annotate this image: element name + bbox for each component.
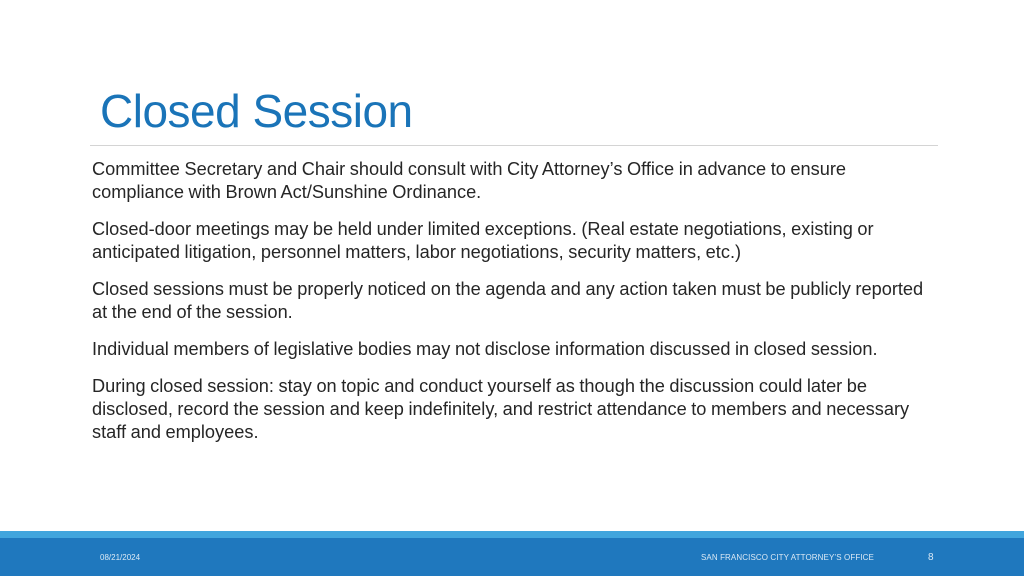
body-paragraph: Closed-door meetings may be held under limited exceptions. (Real estate negotiations, existing or anticipated litigation, personnel matters, labor negotiations, security matters, etc.) <box>92 219 874 262</box>
slide-title: Closed Session <box>100 85 413 137</box>
slide-body <box>92 158 937 458</box>
title-divider <box>90 145 938 146</box>
body-paragraph: During closed session: stay on topic and conduct yourself as though the discussion could later be disclosed, record the session and keep indefinitely, and restrict attendance to members and necessary staff and employees. <box>92 376 910 442</box>
footer-organization: SAN FRANCISCO CITY ATTORNEY’S OFFICE <box>701 553 874 562</box>
footer-accent-bar <box>0 531 1024 538</box>
body-paragraph: Closed sessions must be properly noticed on the agenda and any action taken must be publicly reported at the end of the session. <box>92 279 924 322</box>
page-number: 8 <box>928 552 934 563</box>
footer-date: 08/21/2024 <box>100 553 141 562</box>
body-paragraph: Individual members of legislative bodies may not disclose information discussed in closed session. <box>92 339 878 359</box>
body-paragraph: Committee Secretary and Chair should consult with City Attorney’s Office in advance to ensure compliance with Brown Act/Sunshine Ordinance. <box>92 159 847 202</box>
